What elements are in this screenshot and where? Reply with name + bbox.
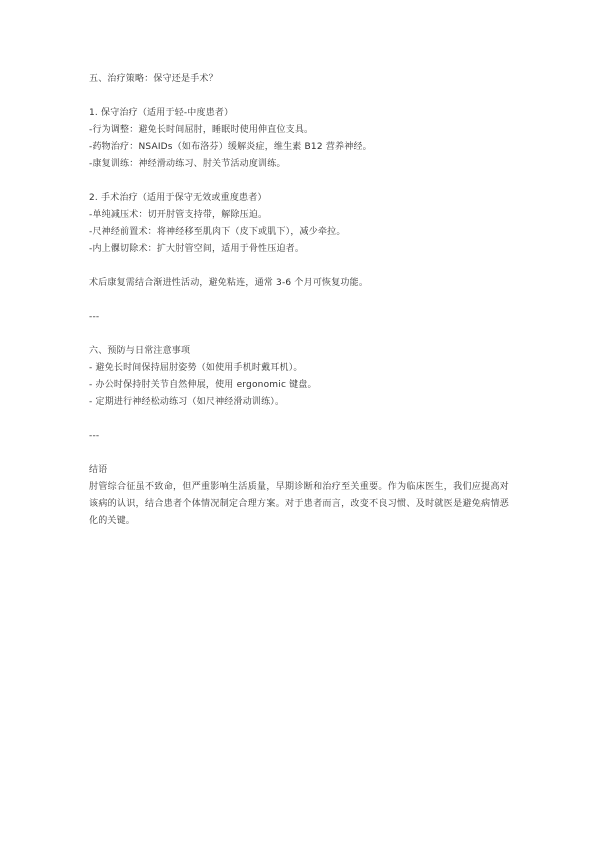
blank-line xyxy=(89,445,509,462)
blank-line xyxy=(89,411,509,428)
blank-line xyxy=(89,326,509,343)
document-body xyxy=(89,71,509,530)
section-6-heading: 六、预防与日常注意事项 xyxy=(89,346,191,356)
conservative-treatment-title: 1. 保守治疗（适用于轻-中度患者） xyxy=(89,108,234,118)
surgical-treatment-title: 2. 手术治疗（适用于保守无效或重度患者） xyxy=(89,193,267,203)
conservative-item: -康复训练：神经滑动练习、肘关节活动度训练。 xyxy=(89,159,286,169)
prevention-item: - 定期进行神经松动练习（如尺神经滑动训练）。 xyxy=(89,397,285,407)
blank-line xyxy=(89,88,509,105)
conclusion-text: 肘管综合征虽不致命，但严重影响生活质量，早期诊断和治疗至关重要。作为临床医生，我们应提高对该病的认识，结合患者个体情况制定合理方案。对于患者而言，改变不良习惯、及时就医是避免病情恶化的关键。 xyxy=(89,482,509,526)
section-5-heading: 五、治疗策略：保守还是手术？ xyxy=(89,74,218,84)
prevention-item: - 办公时保持肘关节自然伸展，使用 ergonomic 键盘。 xyxy=(89,380,317,390)
conclusion-heading: 结语 xyxy=(89,465,108,475)
blank-line xyxy=(89,292,509,309)
surgical-item: -内上髁切除术：扩大肘管空间，适用于骨性压迫者。 xyxy=(89,244,305,254)
separator: --- xyxy=(89,431,100,441)
conservative-item: -行为调整：避免长时间屈肘，睡眠时使用伸直位支具。 xyxy=(89,125,314,135)
postop-note: 术后康复需结合渐进性活动，避免粘连，通常 3-6 个月可恢复功能。 xyxy=(89,278,369,288)
surgical-item: -尺神经前置术：将神经移至肌肉下（皮下或肌下），减少牵拉。 xyxy=(89,227,346,237)
separator: --- xyxy=(89,312,100,322)
prevention-item: - 避免长时间保持屈肘姿势（如使用手机时戴耳机）。 xyxy=(89,363,303,373)
conservative-item: -药物治疗：NSAIDs（如布洛芬）缓解炎症，维生素 B12 营养神经。 xyxy=(89,142,372,152)
surgical-item: -单纯减压术：切开肘管支持带，解除压迫。 xyxy=(89,210,268,220)
blank-line xyxy=(89,258,509,275)
blank-line xyxy=(89,173,509,190)
